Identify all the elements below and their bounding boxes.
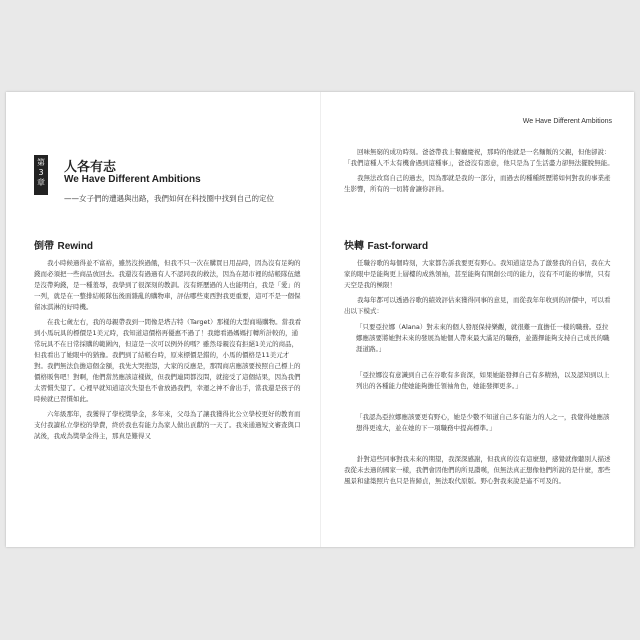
review-quote: 「只要亞拉娜（Alana）對未來的個人發展保持樂觀，就很難一直擔任一樣的職務。亞拉娜應該要將她對未來的發展為她個人帶來最大滿足的職務，並選擇能夠支持自己成長的職涯道路。」: [356, 323, 610, 353]
section-heading-zh: 倒帶: [34, 241, 54, 252]
chapter-badge-char: 第: [37, 158, 45, 167]
review-quote: 「我認為亞拉娜應該要更有野心，她是少數不知道自己多有能力的人之一，我覺得她應該想得更遠大，並在她的下一項職務中提高標準。」: [356, 413, 610, 432]
section-heading-en: Rewind: [57, 241, 94, 252]
paragraph: 我小時候過得並不富裕，雖然沒挨過餓，但我不只一次在購買日用品時，因為沒有足夠的錢而必須把一些商品放回去。我還沒有過過有人不認同我的救法，因為在超市裡的結帳隊伍總是沒帶夠錢，是一種羞辱，我學到了很深刻的教訓。沒有經歷過的人也能明白，我是「愛」的一列，就是在一整排結帳隊伍後面雜亂的購物車，評估哪些東西對我更重要，這可不是一個保留冰淇淋的好時機。: [34, 259, 301, 311]
section-heading-en: Fast-forward: [367, 241, 429, 252]
running-head: We Have Different Ambitions: [522, 118, 612, 125]
section-heading-zh: 快轉: [344, 241, 364, 252]
chapter-badge-char: 章: [37, 178, 45, 187]
right-page: [320, 92, 634, 547]
right-top-text: [344, 147, 614, 199]
paragraph: 六年級那年，我獲得了學校獎學金，多年來，父母為了讓我獲得比公立學校更好的教育而支付我讀私立學校的學費，終於我也有能力為家人做出貢獻的一天了。我來通過短文審查與口試後，我成為獎學金得主，那真是難得又: [34, 410, 301, 440]
book-spread: [6, 92, 634, 547]
left-body-text: [34, 258, 302, 446]
paragraph: 我每年都可以透過谷歌的績效評估來獲得同事的意見，而從我年年收到的評價中，可以看出以下模式：: [344, 296, 611, 315]
chapter-badge: [34, 155, 48, 195]
paragraph: 針對這些同事對我未來的期望，我深深感謝，但我真的沒有這麼想，感覺就像聽別人描述我從未去過的國家一樣，我們會因他們的所見讚嘆，但無法真正想像他們所說的是什麼，那些風景和建築照片也只是皆歸貞，無法取代原版。野心對我來說是遙不可及的。: [344, 455, 611, 485]
chapter-title-zh: 人各有志: [64, 160, 117, 175]
right-body-text: [344, 258, 614, 321]
section-heading-rewind: [34, 237, 93, 252]
paragraph: 我無法改寫自己的過去，因為那就是我的一部分，而過去的種種經歷將如何對我的事業產生影響，所有的一切將會讓你評員。: [344, 174, 611, 193]
section-heading-fast-forward: [344, 237, 428, 252]
left-page: [6, 92, 320, 547]
paragraph: 任職谷歌的每個時刻，大家都告訴我要更有野心。我知道這是為了激發我的自信，我在大家的眼中是能夠更上層樓的成熟領袖，甚至能夠有開創公司的能力，沒有不可能的事情，只有天空是我的極限！: [344, 259, 611, 289]
right-closing-text: [344, 454, 614, 491]
chapter-title-en: We Have Different Ambitions: [64, 174, 201, 185]
chapter-subtitle: ——女子們的遭遇與出路，我們如何在科技圈中找到自己的定位: [64, 194, 274, 203]
chapter-badge-number: 3: [38, 168, 44, 177]
paragraph: 回味無窮的成功時刻。爸爸帶我上餐廳慶祝，那時的他就是一名麵飯的父親，但他卻說：「我們這種人不太有機會遇到這種事」，爸爸沒有惡意，他只是為了生活盡力卻無法擺脫無能。: [344, 148, 614, 167]
review-quote: 「亞拉娜沒有意識到自己在谷歌有多資深，如果她能發揮自己有多精熟，以及認知到以上列出的各種能力使她能夠擔任領袖角色，她能發揮更多。」: [356, 371, 610, 390]
paragraph: 在我七歲左右，我的母親帶我到一間像是塔吉特（Target）那樣的大型商場購物。當我看到小馬玩具的標價是1美元時，我知道這價格再優惠不過了！我總看過媽媽打轉所計較的，通常玩具不在日常採購的範圍內，但這是一次可以例外的嗎？雖然母親沒有拒絕1美元的商品，但我看出了她眼中的猶豫。我們到了結帳台時，原來標價是錯的，小馬的價格是11美元才對。我們無法負擔這個金額，我先大哭抱怨，大家的反應是，那間商店應該要按照自己標上的價格販售吧！對啊，他們當然應該這樣做，但我們連問都沒問，就接受了這個結果，因為我們太習慣失望了。心裡早就知道這次失望也不會放過我們，幸運之神不會出手，當我還是孩子的時候就已習慣如此。: [34, 318, 302, 403]
